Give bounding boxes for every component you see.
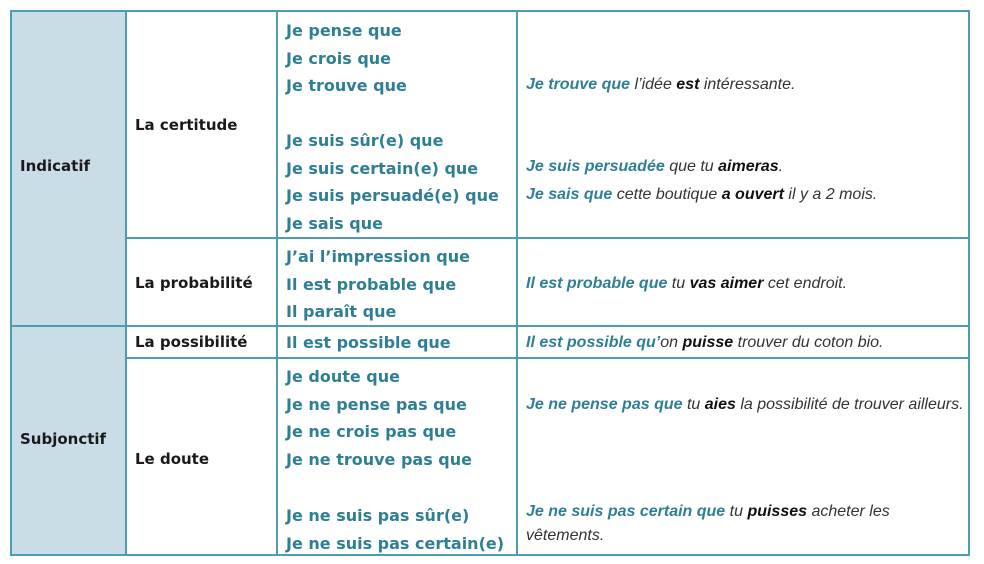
- example-sentence-5: Il est possible qu’on puisse trouver du coton bio.: [526, 334, 884, 351]
- expression-list-probabilite: [286, 243, 470, 326]
- column-divider: [125, 12, 127, 554]
- example-sentence-6: Je ne pense pas que tu aies la possibilité de trouver ailleurs.: [526, 396, 964, 413]
- column-divider: [516, 12, 518, 554]
- expression: Je ne suis pas certain(e): [286, 533, 505, 553]
- grammar-table: [10, 10, 970, 556]
- category-doute: Le doute: [135, 450, 210, 468]
- expression: Je pense que: [286, 21, 402, 40]
- expression-list-possibilite: [286, 329, 451, 357]
- example-sentence-1: Je trouve que l’idée est intéressante.: [526, 76, 796, 93]
- expression-list-certitude-b: [286, 127, 499, 237]
- row-divider: [125, 357, 968, 359]
- mood-label-indicatif: Indicatif: [20, 157, 90, 175]
- expression: Il paraît que: [286, 302, 397, 321]
- mood-cell-subjonctif: [12, 327, 125, 554]
- expression: Je sais que: [286, 213, 383, 233]
- expression: Je ne pense pas que: [286, 394, 467, 414]
- example-sentence-3: Je sais que cette boutique a ouvert il y a 2 mois.: [526, 186, 878, 203]
- expression-list-doute-a: [286, 363, 472, 473]
- expression: Je doute que: [286, 367, 400, 386]
- expression-list-certitude-a: [286, 17, 407, 100]
- expression: Je suis certain(e) que: [286, 158, 479, 178]
- expression: Je ne trouve pas que: [286, 449, 472, 469]
- category-possibilite: La possibilité: [135, 333, 248, 351]
- expression: Je suis sûr(e) que: [286, 131, 444, 150]
- expression: Je crois que: [286, 48, 392, 68]
- expression: Je ne suis pas sûr(e): [286, 506, 470, 525]
- category-certitude: La certitude: [135, 116, 238, 134]
- expression: Je ne crois pas que: [286, 422, 457, 441]
- example-sentence-7: Je ne suis pas certain que tu puisses acheter les vêtements.: [526, 503, 890, 544]
- expression: J’ai l’impression que: [286, 247, 470, 266]
- expression: Il est probable que: [286, 274, 457, 294]
- example-sentence-2: Je suis persuadée que tu aimeras.: [526, 158, 784, 175]
- category-probabilite: La probabilité: [135, 274, 253, 292]
- row-divider: [125, 237, 968, 239]
- expression: Il est possible que: [286, 333, 451, 352]
- expression: Je suis persuadé(e) que: [286, 186, 499, 205]
- row-divider: [12, 325, 968, 327]
- mood-label-subjonctif: Subjonctif: [20, 430, 107, 448]
- column-divider: [276, 12, 278, 554]
- example-sentence-4: Il est probable que tu vas aimer cet endroit.: [526, 275, 848, 292]
- expression: Je trouve que: [286, 76, 407, 95]
- expression-list-doute-b: [286, 502, 504, 557]
- mood-cell-indicatif: [12, 12, 125, 325]
